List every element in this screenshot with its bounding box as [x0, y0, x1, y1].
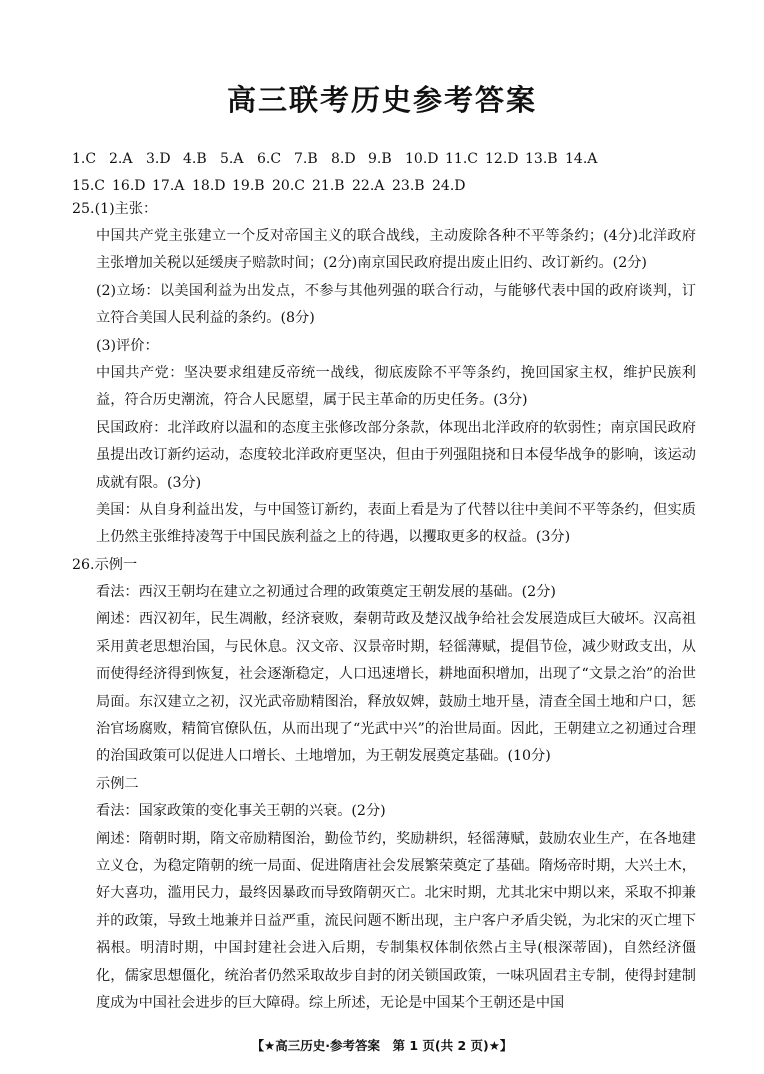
- answer-item: 7.B: [294, 151, 318, 167]
- question-26-heading: 26.示例一: [72, 556, 138, 573]
- page-title: 高三联考历史参考答案: [226, 83, 537, 117]
- answer-item: 15.C: [72, 178, 105, 194]
- answer-item: 11.C: [445, 151, 478, 167]
- q25-us-stance: (2)立场：以美国利益为出发点，不参与其他列强的联合行动，与能够代表中国的政府谈判，订立符合美国人民利益的条约。(8分): [96, 282, 696, 327]
- q25-evaluation-heading: (3)评价：: [96, 337, 159, 354]
- answer-item: 19.B: [232, 178, 265, 194]
- answer-item: 2.A: [109, 151, 133, 167]
- answer-item: 17.A: [152, 178, 185, 194]
- question-26: [72, 552, 696, 1018]
- q26-example2-view: 看法：国家政策的变化事关王朝的兴衰。(2分): [96, 803, 386, 820]
- answer-item: 16.D: [112, 178, 146, 194]
- answer-item: 4.B: [183, 151, 207, 167]
- answer-item: 1.C: [72, 151, 97, 167]
- answers-row-1: [72, 146, 712, 173]
- page-footer: 【★高三历史·参考答案 第 1 页(共 2 页)★】: [251, 1038, 513, 1053]
- q25-government-evaluation: 民国政府：北洋政府以温和的态度主张修改部分条款，体现出北洋政府的软弱性；南京国民政府虽提出改订新约运动，态度较北洋政府更坚决，但由于列强阻挠和日本侵华战争的影响，该运动成就有限。(3分): [96, 419, 696, 491]
- q26-example1-argument: 阐述：西汉初年，民生凋敝，经济衰败，秦朝苛政及楚汉战争给社会发展造成巨大破坏。汉高祖采用黄老思想治国，与民休息。汉文帝、汉景帝时期，轻徭薄赋，提倡节俭，减少财政支出，从而使得经济得到恢复，社会逐渐稳定，人口迅速增长，耕地面积增加，出现了“文景之治”的治世局面。东汉建立之初，汉光武帝励精图治，释放奴婢，鼓励土地开垦，清查全国土地和户口，惩治官场腐败，精简官僚队伍，从而出现了“光武中兴”的治世局面。因此，王朝建立之初通过合理的治国政策可以促进人口增长、土地增加，为王朝发展奠定基础。(10分): [96, 611, 696, 765]
- question-25-heading: 25.(1)主张：: [72, 201, 158, 217]
- answer-item: 23.B: [392, 178, 425, 194]
- answer-item: 12.D: [485, 151, 519, 167]
- answer-item: 24.D: [432, 178, 466, 194]
- q25-us-evaluation: 美国：从自身利益出发，与中国签订新约，表面上看是为了代替以往中美间不平等条约，但实质上仍然主张维持凌驾于中国民族利益之上的待遇，以攫取更多的权益。(3分): [96, 502, 696, 546]
- answer-item: 22.A: [352, 178, 385, 194]
- answer-item: 10.D: [405, 151, 439, 167]
- question-25: [72, 196, 696, 552]
- answer-item: 5.A: [220, 151, 244, 167]
- answer-item: 8.D: [331, 151, 356, 167]
- q26-example1-view: 看法：西汉王朝均在建立之初通过合理的政策奠定王朝发展的基础。(2分): [96, 583, 556, 600]
- multiple-choice-answers: [72, 146, 712, 200]
- answer-item: 14.A: [565, 151, 598, 167]
- answer-item: 6.C: [257, 151, 282, 167]
- q25-ccp-evaluation: 中国共产党：坚决要求组建反帝统一战线，彻底废除不平等条约，挽回国家主权，维护民族利益，符合历史潮流，符合人民愿望，属于民主革命的历史任务。(3分): [96, 365, 696, 409]
- answer-item: 21.B: [312, 178, 345, 194]
- q26-example2-argument: 阐述：隋朝时期，隋文帝励精图治，勤俭节约，奖励耕织，轻徭薄赋，鼓励农业生产，在各地建立义仓，为稳定隋朝的统一局面、促进隋唐社会发展繁荣奠定了基础。隋炀帝时期，大兴土木，好大喜功，滥用民力，最终因暴政而导致隋朝灭亡。北宋时期，尤其北宋中期以来，采取不抑兼并的政策，导致土地兼并日益严重，流民问题不断出现，主户客户矛盾尖锐，为北宋的灭亡埋下祸根。明清时期，中国封建社会进入后期，专制集权体制依然占主导(根深蒂固)，自然经济僵化，儒家思想僵化，统治者仍然采取故步自封的闭关锁国政策，一味巩固君主专制，使得封建制度成为中国社会进步的巨大障碍。综上所述，无论是中国某个王朝还是中国: [96, 830, 696, 1011]
- q25-ccp-position: 中国共产党主张建立一个反对帝国主义的联合战线，主动废除各种不平等条约；(4分)北洋政府主张增加关税以延缓庚子赔款时间；(2分)南京国民政府提出废止旧约、改订新约。(2分): [96, 228, 696, 272]
- q26-example2-heading: 示例二: [96, 775, 139, 792]
- answer-item: 18.D: [192, 178, 226, 194]
- answer-item: 20.C: [272, 178, 305, 194]
- answer-item: 3.D: [146, 151, 171, 167]
- answer-item: 9.B: [368, 151, 392, 167]
- answer-item: 13.B: [525, 151, 558, 167]
- essay-answers: [72, 196, 696, 1017]
